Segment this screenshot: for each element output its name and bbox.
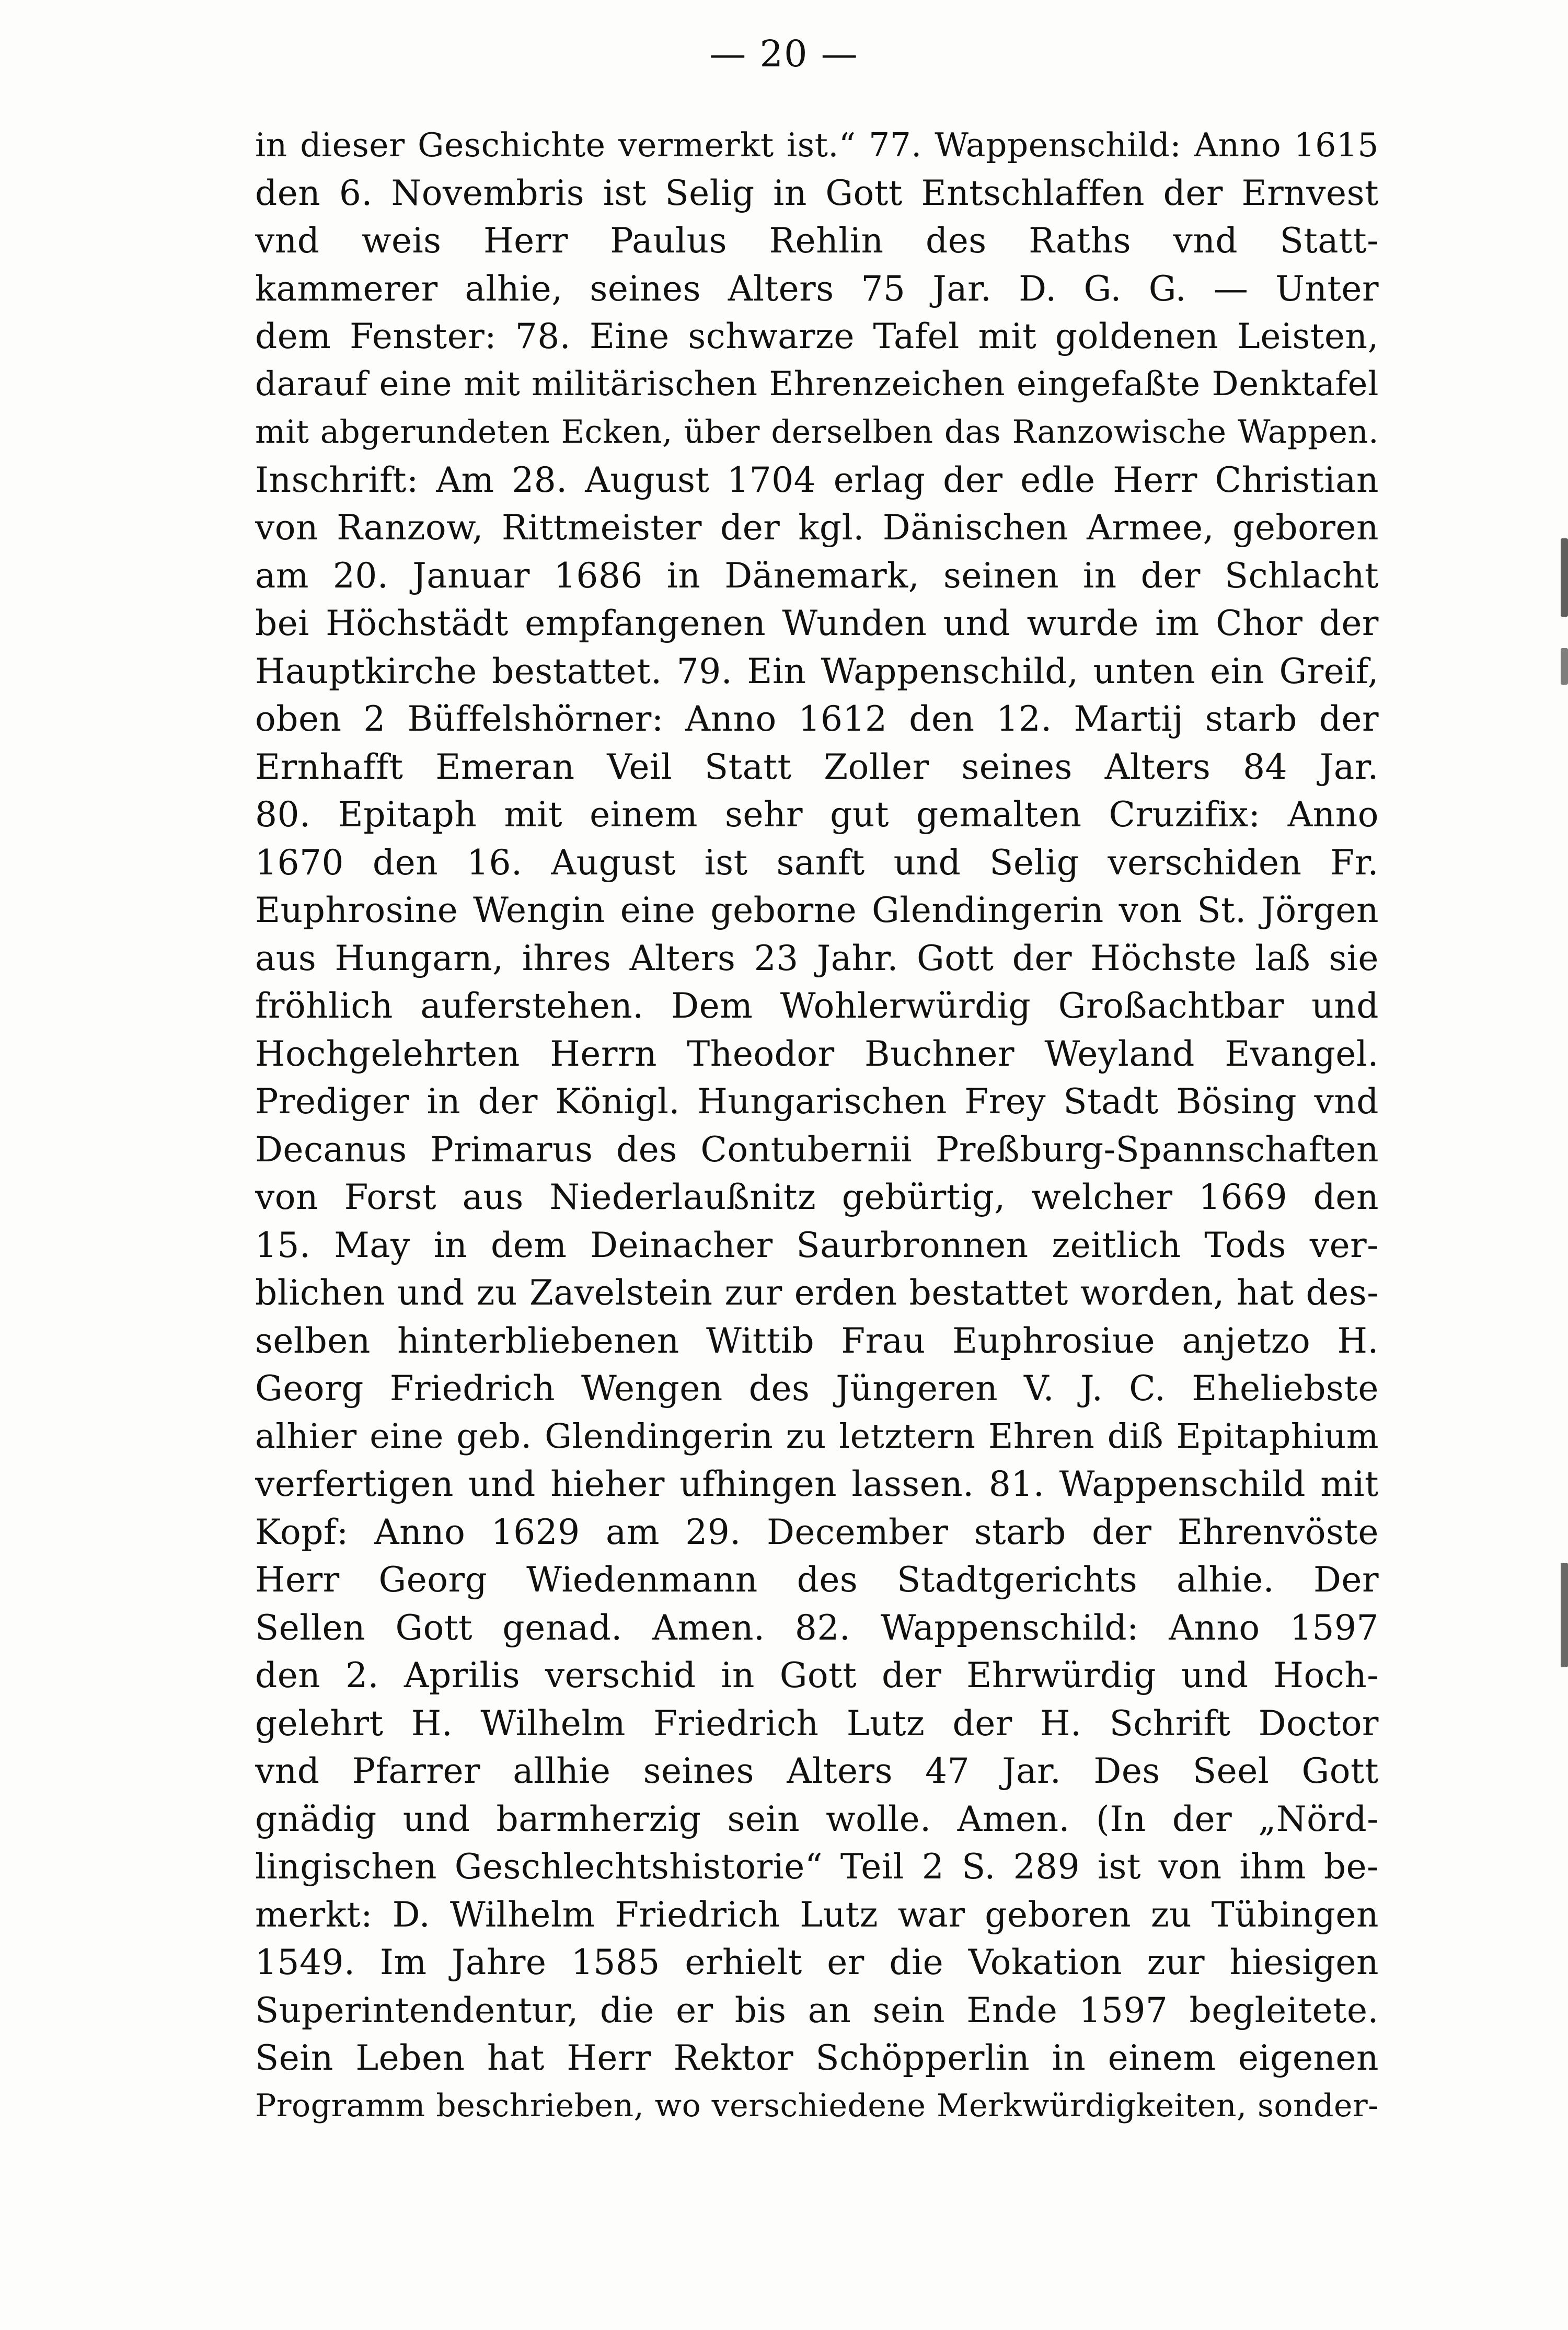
text-line: Hauptkirche bestattet. 79. Ein Wappenschild, unten ein Greif, <box>255 651 1379 691</box>
text-line: Inschrift: Am 28. August 1704 erlag der edle Herr Christian <box>255 459 1379 500</box>
text-line: Superintendentur, die er bis an sein Ende 1597 begleitete. <box>255 1990 1379 2031</box>
text-line: 15. May in dem Deinacher Saurbronnen zeitlich Tods ver- <box>255 1225 1379 1265</box>
scan-edge-mark <box>1561 648 1568 685</box>
text-line: Programm beschrieben, wo verschiedene Merkwürdigkeiten, sonder- <box>255 2087 1379 2124</box>
text-line: den 6. Novembris ist Selig in Gott Entschlaffen der Ernvest <box>255 172 1379 213</box>
text-line: 1549. Im Jahre 1585 erhielt er die Vokation zur hiesigen <box>255 1942 1379 1982</box>
text-line: Sellen Gott genad. Amen. 82. Wappenschild: Anno 1597 <box>255 1607 1379 1648</box>
text-line: mit abgerundeten Ecken, über derselben das Ranzowische Wappen. <box>255 413 1379 451</box>
text-line: lingischen Geschlechtshistorie“ Teil 2 S. 289 ist von ihm be- <box>255 1847 1379 1887</box>
scan-edge-mark <box>1561 1563 1568 1667</box>
text-line: gnädig und barmherzig sein wolle. Amen. (In der „Nörd- <box>255 1798 1379 1839</box>
text-line: darauf eine mit militärischen Ehrenzeichen eingefaßte Denktafel <box>255 364 1379 403</box>
text-line: Herr Georg Wiedenmann des Stadtgerichts alhie. Der <box>255 1560 1379 1600</box>
text-line: dem Fenster: 78. Eine schwarze Tafel mit goldenen Leisten, <box>255 316 1379 356</box>
text-line: vnd weis Herr Paulus Rehlin des Raths vnd Statt- <box>255 221 1379 261</box>
text-line: Sein Leben hat Herr Rektor Schöpperlin in einem eigenen <box>255 2038 1379 2078</box>
text-line: merkt: D. Wilhelm Friedrich Lutz war geboren zu Tübingen <box>255 1894 1379 1935</box>
text-line: am 20. Januar 1686 in Dänemark, seinen in der Schlacht <box>255 555 1379 596</box>
text-line: Ernhafft Emeran Veil Statt Zoller seines Alters 84 Jar. <box>255 746 1379 787</box>
text-line: Euphrosine Wengin eine geborne Glendingerin von St. Jörgen <box>255 890 1379 930</box>
text-line: 1670 den 16. August ist sanft und Selig verschiden Fr. <box>255 842 1379 883</box>
text-line: selben hinterbliebenen Wittib Frau Euphrosiue anjetzo H. <box>255 1320 1379 1361</box>
text-line: von Forst aus Niederlaußnitz gebürtig, welcher 1669 den <box>255 1177 1379 1217</box>
text-line: den 2. Aprilis verschid in Gott der Ehrwürdig und Hoch- <box>255 1655 1379 1695</box>
text-line: in dieser Geschichte vermerkt ist.“ 77. Wappenschild: Anno 1615 <box>255 126 1379 164</box>
text-line: Kopf: Anno 1629 am 29. December starb der Ehrenvöste <box>255 1512 1379 1552</box>
text-line: alhier eine geb. Glendingerin zu letztern Ehren diß Epitaphium <box>255 1416 1379 1456</box>
text-line: oben 2 Büffelshörner: Anno 1612 den 12. Martij starb der <box>255 699 1379 739</box>
text-line: verfertigen und hieher ufhingen lassen. 81. Wappenschild mit <box>255 1464 1379 1504</box>
text-line: 80. Epitaph mit einem sehr gut gemalten Cruzifix: Anno <box>255 794 1379 835</box>
text-line: gelehrt H. Wilhelm Friedrich Lutz der H. Schrift Doctor <box>255 1703 1379 1744</box>
scan-edge-mark <box>1561 538 1568 617</box>
text-line: Hochgelehrten Herrn Theodor Buchner Weyland Evangel. <box>255 1033 1379 1074</box>
text-line: Decanus Primarus des Contubernii Preßburg-Spannschaften <box>255 1129 1379 1170</box>
body-text <box>255 121 1379 2130</box>
text-line: fröhlich auferstehen. Dem Wohlerwürdig Großachtbar und <box>255 986 1379 1026</box>
text-line: blichen und zu Zavelstein zur erden bestattet worden, hat des- <box>255 1273 1379 1313</box>
page-number: — 20 — <box>709 32 859 75</box>
text-line: von Ranzow, Rittmeister der kgl. Dänischen Armee, geboren <box>255 507 1379 548</box>
text-line: vnd Pfarrer allhie seines Alters 47 Jar. Des Seel Gott <box>255 1751 1379 1791</box>
text-line: aus Hungarn, ihres Alters 23 Jahr. Gott der Höchste laß sie <box>255 938 1379 978</box>
text-line: Prediger in der Königl. Hungarischen Frey Stadt Bösing vnd <box>255 1081 1379 1122</box>
text-line: kammerer alhie, seines Alters 75 Jar. D. G. G. — Unter <box>255 268 1379 309</box>
text-line: Georg Friedrich Wengen des Jüngeren V. J. C. Eheliebste <box>255 1368 1379 1409</box>
text-line: bei Höchstädt empfangenen Wunden und wurde im Chor der <box>255 603 1379 643</box>
